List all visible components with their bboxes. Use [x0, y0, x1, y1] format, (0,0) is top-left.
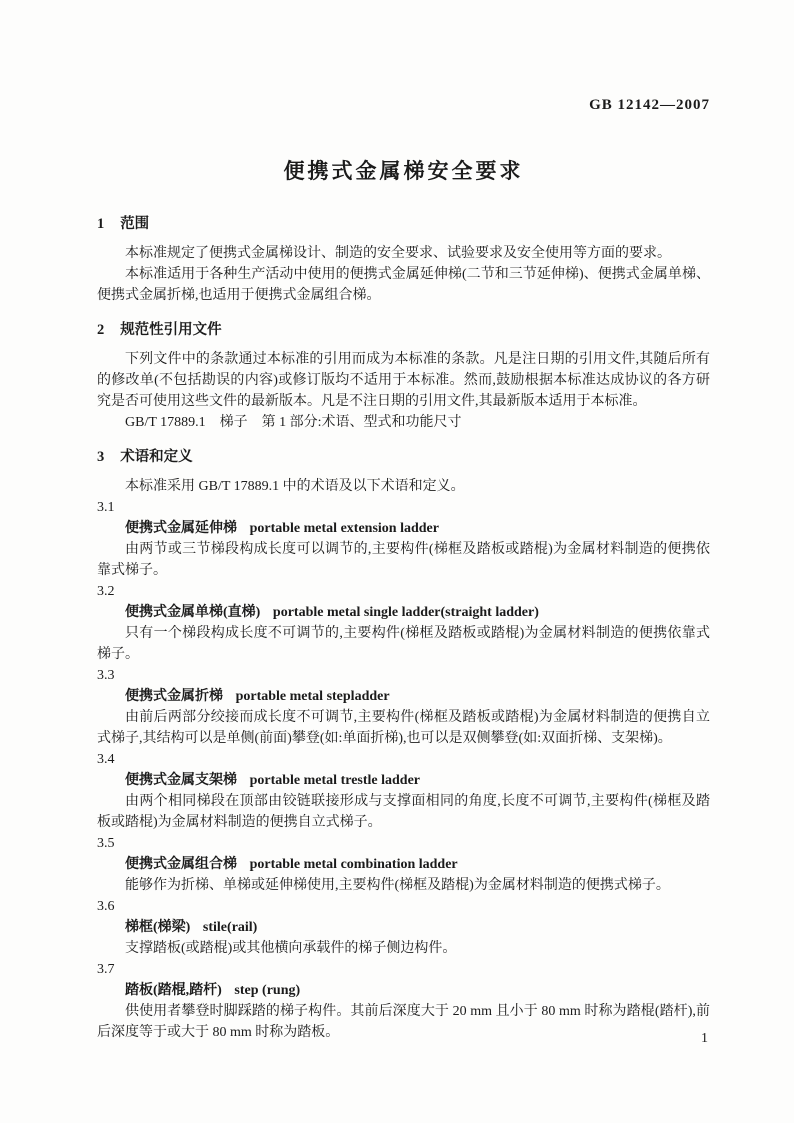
term-3-2 — [97, 581, 710, 665]
term-3-3-cn: 便携式金属折梯 — [125, 689, 223, 704]
term-3-6-number: 3.6 — [97, 899, 115, 914]
document-title: 便携式金属梯安全要求 — [283, 159, 524, 183]
section-2-title: 规范性引用文件 — [120, 322, 222, 338]
page-number: 1 — [701, 1031, 708, 1046]
term-3-5 — [97, 833, 710, 896]
term-3-2-en: portable metal single ladder(straight ladder) — [272, 605, 539, 620]
section-2-paragraph-1: 下列文件中的条款通过本标准的引用而成为本标准的条款。凡是注日期的引用文件,其随后所有的修改单(不包括勘误的内容)或修订版均不适用于本标准。然而,鼓励根据本标准达成协议的各方研究是否可使用这些文件的最新版本。凡是不注日期的引用文件,其最新版本适用于本标准。 — [97, 352, 710, 409]
section-2-number: 2 — [97, 322, 105, 338]
term-3-4-cn: 便携式金属支架梯 — [125, 773, 237, 788]
term-3-6-en: stile(rail) — [202, 920, 258, 935]
term-3-4-en: portable metal trestle ladder — [249, 773, 421, 788]
term-3-2-title — [97, 602, 710, 623]
term-3-5-en: portable metal combination ladder — [249, 857, 458, 872]
section-3-intro: 本标准采用 GB/T 17889.1 中的术语及以下术语和定义。 — [125, 479, 465, 494]
term-3-3-en: portable metal stepladder — [235, 689, 390, 704]
term-3-5-definition: 能够作为折梯、单梯或延伸梯使用,主要构件(梯框及踏棍)为金属材料制造的便携式梯子。 — [125, 878, 670, 893]
section-3-title: 术语和定义 — [120, 449, 193, 465]
term-3-2-definition: 只有一个梯段构成长度不可调节的,主要构件(梯框及踏板或踏棍)为金属材料制造的便携依靠式梯子。 — [97, 626, 710, 662]
term-3-3-definition: 由前后两部分绞接而成长度不可调节,主要构件(梯框及踏板或踏棍)为金属材料制造的便携自立式梯子,其结构可以是单侧(前面)攀登(如:单面折梯),也可以是双侧攀登(如:双面折梯、支架梯)。 — [97, 710, 710, 746]
term-3-7 — [97, 959, 710, 1043]
term-3-6-title — [97, 917, 710, 938]
section-terms-definitions — [97, 447, 710, 1043]
term-3-7-title — [97, 980, 710, 1001]
term-3-7-cn: 踏板(踏棍,踏杆) — [125, 983, 222, 998]
term-3-2-cn: 便携式金属单梯(直梯) — [125, 605, 261, 620]
section-scope — [97, 214, 710, 306]
referenced-standard: GB/T 17889.1 梯子 第 1 部分:术语、型式和功能尺寸 — [125, 415, 462, 430]
term-3-3-number: 3.3 — [97, 668, 115, 683]
term-3-5-cn: 便携式金属组合梯 — [125, 857, 237, 872]
standard-number: GB 12142—2007 — [589, 97, 710, 113]
term-3-4 — [97, 749, 710, 833]
section-1-paragraph-2: 本标准适用于各种生产活动中使用的便携式金属延伸梯(二节和三节延伸梯)、便携式金属单梯、便携式金属折梯,也适用于便携式金属组合梯。 — [97, 267, 710, 303]
section-1-title: 范围 — [120, 216, 150, 232]
section-1-number: 1 — [97, 216, 105, 232]
section-1-heading — [97, 214, 710, 235]
term-3-1-title — [97, 518, 710, 539]
term-3-6-cn: 梯框(梯梁) — [125, 920, 191, 935]
term-3-5-title — [97, 854, 710, 875]
term-3-7-en: step (rung) — [234, 983, 301, 998]
term-3-1 — [97, 497, 710, 581]
term-3-3 — [97, 665, 710, 749]
term-3-7-number: 3.7 — [97, 962, 115, 977]
term-3-1-number: 3.1 — [97, 500, 115, 515]
term-3-7-definition: 供使用者攀登时脚踩踏的梯子构件。其前后深度大于 20 mm 且小于 80 mm 时称为踏棍(踏杆),前后深度等于或大于 80 mm 时称为踏板。 — [97, 1004, 710, 1040]
page-content — [97, 95, 710, 1043]
section-3-heading — [97, 447, 710, 468]
term-3-1-en: portable metal extension ladder — [249, 521, 439, 536]
section-2-heading — [97, 320, 710, 341]
term-3-6-definition: 支撑踏板(或踏棍)或其他横向承载件的梯子侧边构件。 — [125, 941, 457, 956]
term-3-4-number: 3.4 — [97, 752, 115, 767]
term-3-6 — [97, 896, 710, 959]
term-3-4-title — [97, 770, 710, 791]
section-1-paragraph-1: 本标准规定了便携式金属梯设计、制造的安全要求、试验要求及安全使用等方面的要求。 — [125, 246, 671, 261]
term-3-3-title — [97, 686, 710, 707]
term-3-2-number: 3.2 — [97, 584, 115, 599]
section-3-number: 3 — [97, 449, 105, 465]
term-3-1-definition: 由两节或三节梯段构成长度可以调节的,主要构件(梯框及踏板或踏棍)为金属材料制造的便携依靠式梯子。 — [97, 542, 710, 578]
term-3-5-number: 3.5 — [97, 836, 115, 851]
term-3-1-cn: 便携式金属延伸梯 — [125, 521, 237, 536]
term-3-4-definition: 由两个相同梯段在顶部由铰链联接形成与支撑面相同的角度,长度不可调节,主要构件(梯框及踏板或踏棍)为金属材料制造的便携自立式梯子。 — [97, 794, 710, 830]
section-normative-references — [97, 320, 710, 433]
